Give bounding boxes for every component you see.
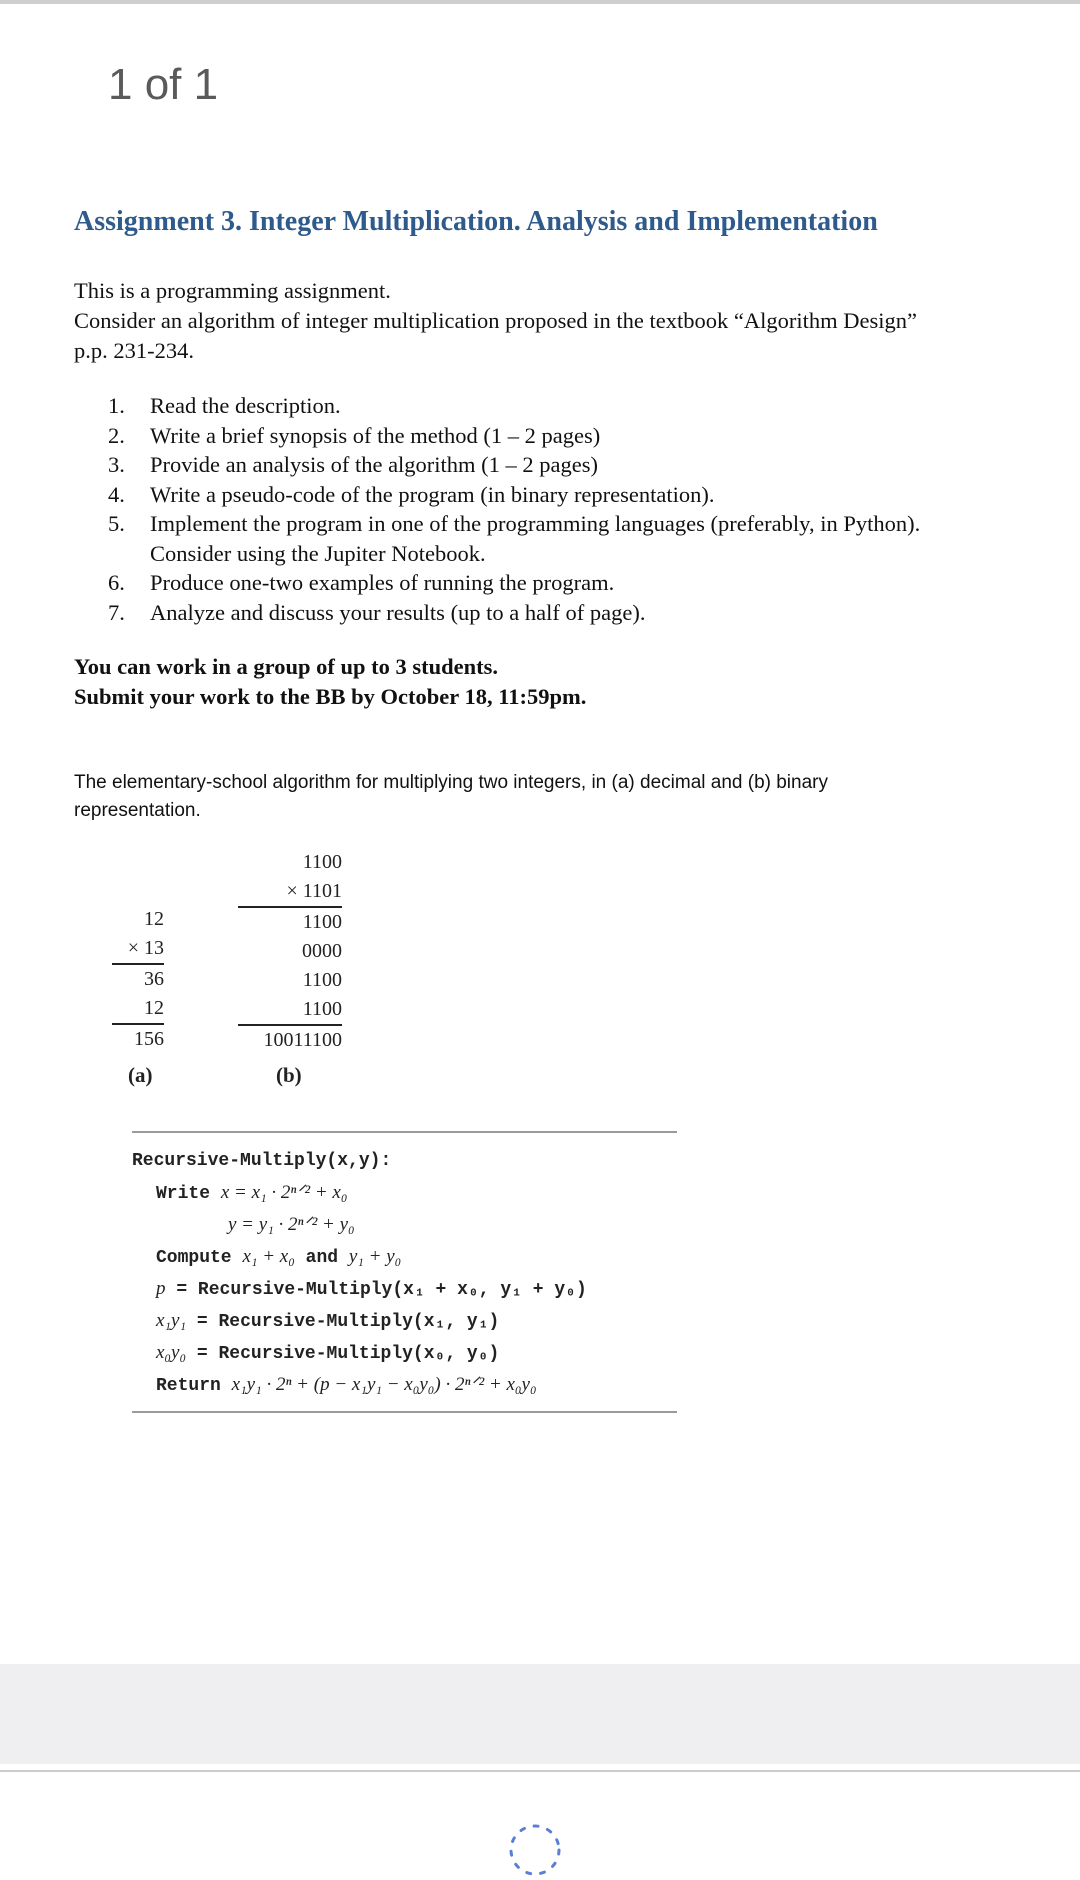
code-line: Compute x₁ + x₀ and y₁ + y₀	[156, 1246, 402, 1268]
figure-row: 1100	[238, 995, 342, 1026]
task-item: 5. Implement the program in one of the programming languages (preferably, in Python). Consider using the Jupiter Notebook.	[108, 511, 921, 566]
pseudocode-block	[132, 1145, 587, 1401]
task-item: 2. Write a brief synopsis of the method (1 – 2 pages)	[108, 422, 601, 448]
document-title: Assignment 3. Integer Multiplication. Analysis and Implementation	[74, 206, 878, 237]
figure-label-a: (a)	[128, 1063, 153, 1087]
code-line: y = y₁ · 2ⁿᐟ² + y₀	[228, 1214, 355, 1235]
task-item: 6. Produce one-two examples of running the program.	[108, 570, 615, 595]
page-count: 1 of 1	[108, 60, 219, 109]
intro-paragraph	[74, 276, 1034, 366]
task-item: 7. Analyze and discuss your results (up to a half of page).	[108, 599, 646, 625]
figure-row: 1100	[302, 969, 342, 991]
task-list	[108, 391, 920, 627]
viewer-footer-bar	[0, 1664, 1080, 1764]
figure-row: 12	[144, 908, 164, 930]
task-item: 1. Read the description.	[108, 393, 341, 418]
figure-label-b: (b)	[276, 1063, 302, 1087]
code-line: Recursive-Multiply(x,y):	[132, 1151, 392, 1171]
figure-row: 1100	[302, 911, 342, 933]
footer-divider	[0, 1770, 1080, 1772]
pseudocode-bottom-rule	[132, 1411, 677, 1413]
group-note: You can work in a group of up to 3 students.	[74, 654, 499, 679]
code-line: Write x = x₁ · 2ⁿᐟ² + x₀	[156, 1182, 348, 1204]
code-line: Return x₁y₁ · 2ⁿ + (p − x₁y₁ − x₀y₀) · 2ⁿᐟ² + x₀y₀	[156, 1374, 537, 1396]
figure-row: 10011100	[263, 1029, 342, 1051]
figure-row: × 13	[112, 934, 164, 965]
figure-row: 1100	[302, 851, 342, 873]
loading-spinner-icon	[505, 1820, 565, 1880]
intro-line: Consider an algorithm of integer multiplication proposed in the textbook “Algorithm Design”	[74, 308, 917, 333]
task-item: 4. Write a pseudo-code of the program (in binary representation).	[108, 481, 715, 507]
figure-row: 12	[112, 994, 164, 1025]
figure-caption: The elementary-school algorithm for multiplying two integers, in (a) decimal and (b) binary representation.	[74, 772, 828, 821]
figure-row: 0000	[302, 940, 342, 962]
figure-row: × 1101	[238, 877, 342, 908]
intro-line: p.p. 231-234.	[74, 338, 194, 363]
task-item: 3. Provide an analysis of the algorithm (1 – 2 pages)	[108, 452, 599, 477]
submission-note	[74, 652, 586, 712]
intro-line: This is a programming assignment.	[74, 278, 391, 303]
figure-row: 156	[134, 1028, 164, 1050]
code-line: x₁y₁ = Recursive-Multiply(x₁, y₁)	[156, 1310, 500, 1332]
code-line: p = Recursive-Multiply(x₁ + x₀, y₁ + y₀)	[156, 1278, 587, 1300]
deadline: Submit your work to the BB by October 18, 11:59pm.	[74, 684, 587, 709]
decimal-multiplication-figure	[112, 905, 164, 1054]
figure-row: 36	[144, 968, 164, 990]
top-divider	[0, 0, 1080, 4]
pseudocode-top-rule	[132, 1131, 677, 1133]
binary-multiplication-figure	[238, 848, 342, 1055]
code-line: x₀y₀ = Recursive-Multiply(x₀, y₀)	[156, 1342, 500, 1364]
